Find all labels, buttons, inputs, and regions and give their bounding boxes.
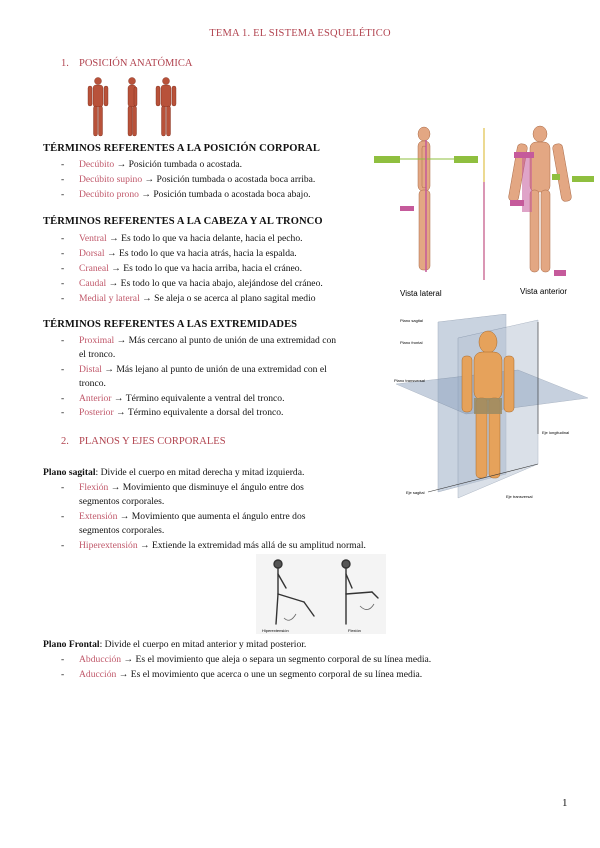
definition: → Es todo lo que va hacia abajo, alejándose del cráneo.	[106, 278, 323, 289]
definition: → Es todo lo que va hacia arriba, hacia el cráneo.	[108, 263, 302, 274]
section-1-number: 1.	[61, 58, 69, 69]
exercise-right-label: Flexión	[348, 628, 361, 633]
term: Flexión	[79, 482, 109, 493]
term: Caudal	[79, 278, 107, 289]
corporal-heading: TÉRMINOS REFERENTES A LA POSICIÓN CORPORAL	[43, 143, 320, 154]
plane-sagital-label: Plano sagital	[400, 318, 423, 323]
term: Decúbito	[79, 159, 115, 170]
term: Aducción	[79, 669, 117, 680]
definition: → Posición tumbada o acostada.	[114, 159, 243, 170]
term: Medial y lateral	[79, 293, 140, 304]
term: Abducción	[79, 654, 122, 665]
body-planes-figure	[388, 314, 600, 504]
continuation-line: segmentos corporales.	[79, 496, 165, 507]
definition: → Término equivalente a ventral del tronco.	[111, 393, 285, 404]
definition: → Más lejano al punto de unión de una extremidad con el	[101, 364, 327, 375]
definition: → Posición tumbada o acostada boca abajo.	[138, 189, 311, 200]
cabeza-heading: TÉRMINOS REFERENTES A LA CABEZA Y AL TRONCO	[43, 216, 323, 227]
term: Distal	[79, 364, 102, 375]
term: Posterior	[79, 407, 114, 418]
term: Anterior	[79, 393, 112, 404]
definition: → Es el movimiento que acerca o une un segmento corporal de su línea media.	[116, 669, 423, 680]
anterior-view-label: Vista anterior	[520, 287, 567, 296]
lateral-view-label: Vista lateral	[400, 289, 442, 298]
plano-sagital-paragraph	[43, 465, 304, 480]
plano-frontal-desc: : Divide el cuerpo en mitad anterior y mitad posterior.	[99, 639, 307, 650]
anatomical-position-figure	[82, 76, 182, 140]
section-1-heading	[61, 58, 192, 69]
section-2-number: 2.	[61, 436, 69, 447]
definition: → Es el movimiento que aleja o separa un segmento corporal de su línea media.	[121, 654, 432, 665]
term: Decúbito supino	[79, 174, 143, 185]
section-2-heading	[61, 436, 226, 447]
extremidades-heading: TÉRMINOS REFERENTES A LAS EXTREMIDADES	[43, 319, 298, 330]
term: Craneal	[79, 263, 109, 274]
term: Hiperextensión	[79, 540, 138, 551]
term: Dorsal	[79, 248, 105, 259]
label-box	[374, 156, 400, 163]
definition: → Más cercano al punto de unión de una extremidad con	[114, 335, 337, 346]
continuation-line: segmentos corporales.	[79, 525, 165, 536]
term: Extensión	[79, 511, 118, 522]
page-number: 1	[562, 797, 568, 809]
anatomical-views-figure	[372, 122, 598, 298]
plane-frontal-label: Plano frontal	[400, 340, 423, 345]
section-2-title: PLANOS Y EJES CORPORALES	[79, 436, 226, 447]
definition: → Movimiento que disminuye el ángulo entre dos	[108, 482, 304, 493]
plane-transversal-label: Plano transversal	[394, 378, 425, 383]
eje-longitudinal-label: Eje longitudinal	[542, 430, 570, 435]
term: Proximal	[79, 335, 115, 346]
definition: → Es todo lo que va hacia delante, hacia el pecho.	[106, 233, 303, 244]
term: Ventral	[79, 233, 107, 244]
label-box	[400, 206, 414, 211]
document-title: TEMA 1. EL SISTEMA ESQUELÉTICO	[209, 28, 391, 39]
continuation-line: tronco.	[79, 378, 106, 389]
plano-frontal-paragraph	[43, 637, 306, 652]
continuation-line: el tronco.	[79, 349, 116, 360]
definition: → Extiende la extremidad más allá de su amplitud normal.	[137, 540, 366, 551]
section-1-title: POSICIÓN ANATÓMICA	[79, 58, 193, 69]
exercise-left-label: Hiperextensión	[262, 628, 289, 633]
definition: → Posición tumbada o acostada boca arriba.	[142, 174, 316, 185]
eje-transversal-label: Eje transversal	[506, 494, 533, 499]
label-box	[454, 156, 478, 163]
plano-sagital-desc: : Divide el cuerpo en mitad derecha y mitad izquierda.	[95, 467, 305, 478]
definition: → Se aleja o se acerca al plano sagital medio	[139, 293, 316, 304]
flexion-extension-figure	[256, 554, 386, 634]
definition: → Término equivalente a dorsal del tronco.	[113, 407, 284, 418]
definition: → Es todo lo que va hacia atrás, hacia la espalda.	[104, 248, 297, 259]
term: Decúbito prono	[79, 189, 139, 200]
definition: → Movimiento que aumenta el ángulo entre dos	[117, 511, 306, 522]
plano-frontal-label: Plano Frontal	[43, 639, 100, 650]
eje-sagital-label: Eje sagital	[406, 490, 425, 495]
plano-sagital-label: Plano sagital	[43, 467, 96, 478]
